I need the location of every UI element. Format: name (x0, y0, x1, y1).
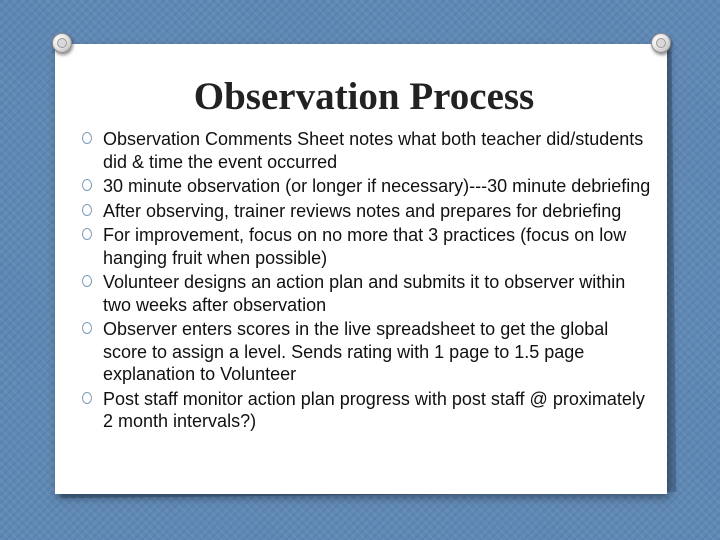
circle-bullet-icon (82, 204, 92, 216)
list-item (82, 318, 657, 386)
list-item-text: Observer enters scores in the live spreadsheet to get the global score to assign a level. Sends rating with 1 page to 1.5 page explanation to Volunteer (103, 319, 609, 384)
circle-bullet-icon (82, 228, 92, 240)
list-item-text: After observing, trainer reviews notes and prepares for debriefing (103, 200, 622, 221)
list-item (82, 271, 657, 316)
list-item (82, 200, 657, 223)
list-item (82, 388, 657, 433)
list-item-text: Post staff monitor action plan progress with post staff @ proximately 2 month intervals?) (103, 388, 645, 431)
pushpin-icon (651, 33, 671, 53)
list-item-text: Volunteer designs an action plan and submits it to observer within two weeks after observation (103, 272, 626, 315)
pushpin-icon (52, 33, 72, 53)
list-item (82, 175, 657, 198)
page-title: Observation Process (193, 75, 535, 118)
circle-bullet-icon (82, 322, 92, 334)
circle-bullet-icon (82, 275, 92, 287)
bullet-list (82, 128, 657, 435)
list-item-text: Observation Comments Sheet notes what both teacher did/students did & time the event occurred (103, 129, 644, 172)
circle-bullet-icon (82, 179, 92, 191)
list-item (82, 224, 657, 269)
list-item-text: 30 minute observation (or longer if necessary)---30 minute debriefing (103, 176, 651, 196)
circle-bullet-icon (82, 392, 92, 404)
list-item (82, 128, 657, 173)
list-item-text: For improvement, focus on no more that 3 practices (focus on low hanging fruit when possible) (103, 225, 627, 268)
circle-bullet-icon (82, 132, 92, 144)
